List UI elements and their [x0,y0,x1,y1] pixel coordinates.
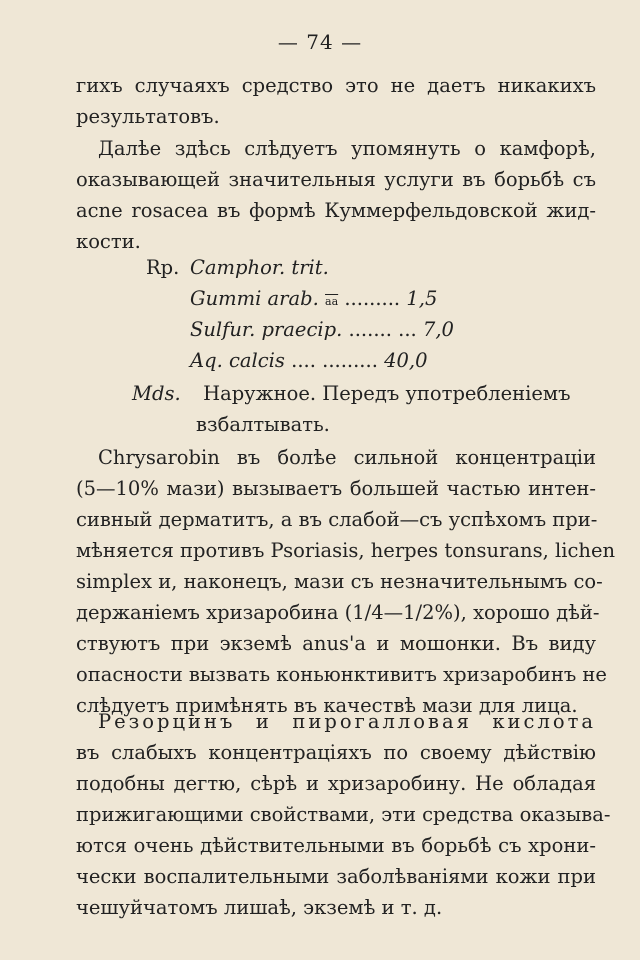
text-line: Chrysarobin въ болѣе сильной концентраціи [98,446,596,469]
text-line: Резорцинъ и пирогалловая кислота [98,710,596,733]
ingredient-amount: 40,0 [384,349,428,372]
signa-line [132,378,570,409]
instruction-text-continued: взбалтывать. [196,413,330,436]
text-line: acne rosacea въ формѣ Куммерфельдовской жид- [76,199,596,222]
ingredient-amount: 7,0 [422,318,454,341]
text-line: чешуйчатомъ лишаѣ, экземѣ и т. д. [76,896,443,919]
ana-mark: $\overline{aa}$ [325,295,339,308]
ingredient-name: Sulfur. praecip. [190,318,343,341]
text-line: опасности вызвать коньюнктивитъ хризаробинъ не [76,663,607,686]
prescription-line [146,252,454,283]
paragraph-3 [76,442,616,721]
text-line: кости. [76,230,141,253]
text-line: Далѣе здѣсь слѣдуетъ упомянуть о камфорѣ, [98,137,596,160]
ingredient-amount: 1,5 [406,287,438,310]
paragraph-2 [76,133,596,257]
leader-dots: ......... [344,287,401,310]
ingredient-name: Camphor. trit. [190,256,329,279]
text-line: ствуютъ при экземѣ anus'a и мошонки. Въ виду [76,632,596,655]
text-line: чески воспалительными заболѣваніями кожи при [76,865,596,888]
paragraph-1 [76,70,596,132]
prescription [146,252,454,376]
text-line: оказывающей значительныя услуги въ борьбѣ съ [76,168,596,191]
instruction-text: Наружное. Передъ употребленіемъ [203,382,571,405]
ingredient-name: Gummi arab. [190,287,319,310]
page-number: — 74 — [277,30,363,54]
rp-label: Rp. [146,256,180,279]
prescription-line [146,314,454,345]
text-line: результатовъ. [76,105,220,128]
prescription-line [146,283,454,314]
text-line: simplex и, наконецъ, мази съ незначительнымъ со- [76,570,603,593]
prescription-line [146,345,454,376]
text-line: въ слабыхъ концентраціяхъ по своему дѣйствію [76,741,596,764]
mds-label: Mds. [132,382,181,405]
text-line: держаніемъ хризаробина (1/4—1/2%), хорошо дѣй- [76,601,600,624]
text-line: гихъ случаяхъ средство это не даетъ никакихъ [76,74,596,97]
text-line: (5—10% мази) вызываетъ большей частью интен- [76,477,596,500]
leader-dots: .... ......... [291,349,378,372]
text-line: слѣдуетъ примѣнять въ качествѣ мази для лица. [76,694,578,717]
paragraph-4 [76,706,611,923]
text-line: сивный дерматитъ, а въ слабой—съ успѣхомъ при- [76,508,598,531]
text-line: мѣняется противъ Psoriasis, herpes tonsurans, lichen [76,539,616,562]
text-line: ются очень дѣйствительными въ борьбѣ съ хрони- [76,834,596,857]
text-line: прижигающими свойствами, эти средства оказыва- [76,803,611,826]
ingredient-name: Aq. calcis [190,349,285,372]
leader-dots: ....... ... [348,318,417,341]
text-line: подобны дегтю, сѣрѣ и хризаробину. Не обладая [76,772,596,795]
